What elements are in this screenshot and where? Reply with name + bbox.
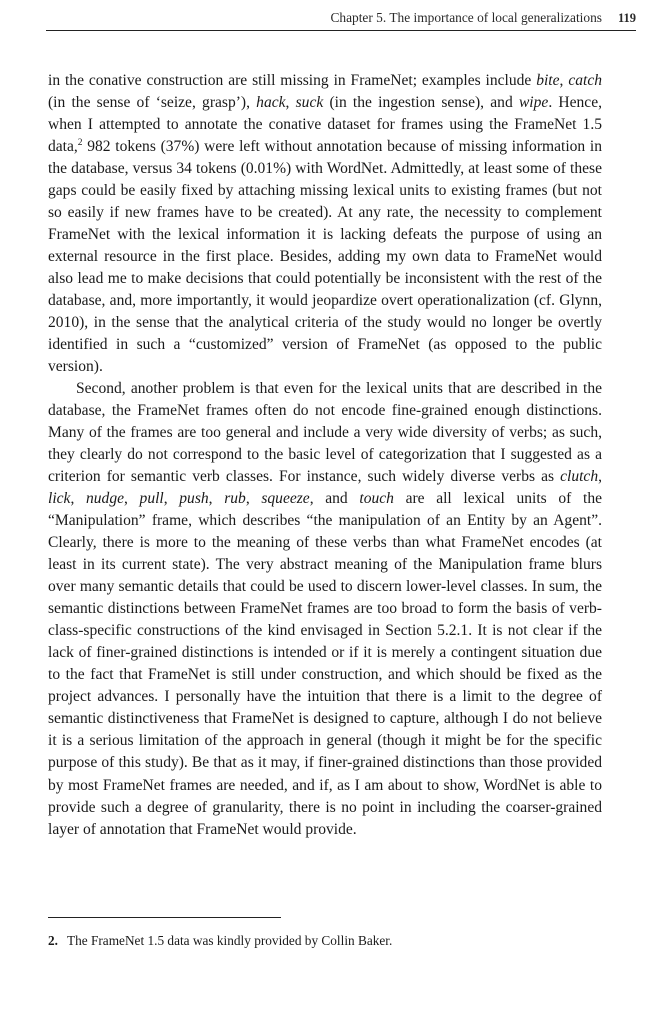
example-verb: rub — [224, 490, 246, 508]
footnote-number: 2. — [48, 933, 58, 948]
example-verb: wipe — [518, 94, 549, 112]
text-run: (in the sense of ‘seize, grasp’), — [48, 94, 257, 112]
example-verb: suck — [295, 94, 324, 112]
text-run: , — [124, 490, 140, 508]
text-run: , — [598, 468, 602, 486]
text-run: are all lexical units of the “Manipulation” frame, which describes “the manipulation of an Entity by an Agent”. Clearly, there is more to the meaning of these verbs than what FrameNet encodes (at least in its current state). The very abstract meaning of the Manipulation frame blurs over many semantic details that could be used to discern lower-level classes. In sum, the semantic distinctions between FrameNet frames are too broad to form the basis of verb-class-specific constructions of the kind envisaged in Section 5.2.1. It is not clear if the lack of finer-grained distinctions is intended or if it is merely a contingent situation due to the fact that FrameNet is still under construction, and which should be fixed as the project advances. I personally have the intuition that there is a limit to the degree of semantic distinctiveness that FrameNet is designed to capture, although I do not believe it is a serious limitation of the approach in general (though it might be for the specific purpose of this study). Be that as it may, if finer-grained distinctions than those provided by most FrameNet frames are needed, and if, as I am about to show, WordNet is able to provide such a degree of granularity, there is no point in including the coarser-grained layer of annotation that FrameNet would provide. — [48, 490, 602, 838]
example-verb: touch — [359, 490, 394, 508]
example-verb: squeeze — [261, 490, 310, 508]
example-verb: clutch — [560, 468, 599, 486]
text-run: , — [245, 490, 262, 508]
paragraph-1 — [48, 70, 602, 378]
text-run: , and — [309, 490, 360, 508]
footnote — [48, 932, 602, 950]
text-run: 982 tokens (37%) were left without annotation because of missing information in the database, versus 34 tokens (0.01%) with WordNet. Admittedly, at least some of these gaps could be easily fixed by attaching missing lexical units to existing frames (but not so easily if new frames have to be created). At any rate, the necessity to complement FrameNet with the lexical information it is lacking defeats the purpose of using an external resource in the first place. Besides, adding my own data to FrameNet would also lead me to make decisions that could potentially be inconsistent with the rest of the database, and, more importantly, it would jeopardize overt operationalization (cf. Glynn, 2010), in the sense that the analytical criteria of the study would no longer be overtly identified in such a “customized” version of FrameNet (as opposed to the public version). — [48, 138, 602, 376]
text-run: , — [163, 490, 180, 508]
paragraph-2 — [48, 378, 602, 840]
footnote-divider — [48, 917, 281, 918]
running-header — [46, 6, 636, 31]
example-verb: hack — [256, 94, 286, 112]
text-run: , — [559, 72, 569, 89]
example-verb: push — [179, 490, 209, 508]
text-run: , — [285, 94, 296, 112]
running-title: Chapter 5. The importance of local generalizations — [330, 10, 602, 25]
footnote-text: The FrameNet 1.5 data was kindly provided by Collin Baker. — [66, 933, 393, 948]
text-run: , — [208, 490, 225, 508]
text-run: , — [70, 490, 86, 508]
page-number: 119 — [617, 11, 636, 25]
example-verb: bite — [536, 72, 560, 89]
text-run: in the conative construction are still missing in FrameNet; examples include — [48, 72, 537, 89]
text-run: . Hence, when I attempted to annotate the conative dataset for frames using the FrameNet 1.5 data, — [48, 94, 602, 156]
example-verb: nudge — [86, 490, 124, 508]
example-verb: catch — [568, 72, 602, 89]
body-text — [48, 70, 602, 841]
footnote-ref[interactable]: 2 — [77, 138, 83, 149]
example-verb: pull — [139, 490, 164, 508]
text-run: Second, another problem is that even for the lexical units that are described in the database, the FrameNet frames often do not encode fine-grained enough distinctions. Many of the frames are too general and include a very wide diversity of verbs; as such, they clearly do not correspond to the basic level of categorization that I suggested as a criterion for semantic verb classes. For instance, such widely diverse verbs as — [48, 380, 602, 486]
example-verb: lick — [48, 490, 71, 508]
text-run: (in the ingestion sense), and — [323, 94, 519, 112]
